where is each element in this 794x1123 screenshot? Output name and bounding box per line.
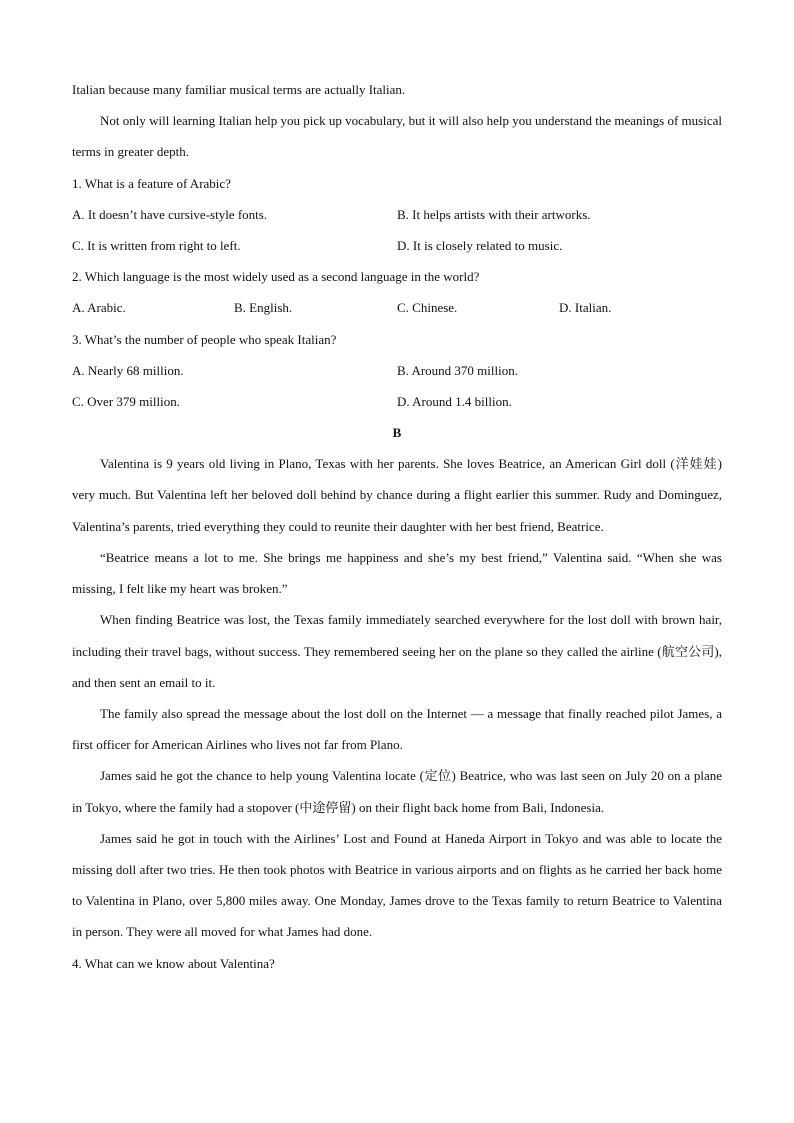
passage-paragraph: Valentina is 9 years old living in Plano, Texas with her parents. She loves Beatrice, an American Girl doll (洋娃娃) very much. But Valentina left her beloved doll behind by chance during a flight earlier this summer. Rudy and Dominguez, Valentina’s parents, tried everything they could to reunite their daughter with her best friend, Beatrice. xyxy=(72,456,722,534)
question-4-stem: 4. What can we know about Valentina? xyxy=(72,955,275,971)
option-b: B. English. xyxy=(234,300,293,316)
document-page xyxy=(72,74,722,979)
question-3 xyxy=(72,324,722,418)
passage-paragraph: James said he got the chance to help young Valentina locate (定位) Beatrice, who was last seen on July 20 on a plane in Tokyo, where the family had a stopover (中途停留) on their flight back home from Bali, Indonesia. xyxy=(72,768,722,815)
option-d: D. It is closely related to music. xyxy=(397,237,563,253)
options-row xyxy=(72,386,722,417)
option-b: B. Around 370 million. xyxy=(397,362,518,378)
options-row xyxy=(72,230,722,261)
options-row xyxy=(72,355,722,386)
section-b-title: B xyxy=(392,425,402,441)
options-row xyxy=(72,199,722,230)
passage-paragraph: James said he got in touch with the Airlines’ Lost and Found at Haneda Airport in Tokyo and was able to locate the missing doll after two tries. He then took photos with Beatrice in various airports and on flights as he carried her back home to Valentina in Plano, over 5,800 miles away. One Monday, James drove to the Texas family to return Beatrice to Valentina in person. They were all moved for what James had done. xyxy=(72,830,722,940)
option-d: D. Around 1.4 billion. xyxy=(397,393,512,409)
question-stem: 3. What’s the number of people who speak Italian? xyxy=(72,331,337,347)
passage-paragraph: “Beatrice means a lot to me. She brings me happiness and she’s my best friend,” Valentina said. “When she was missing, I felt like my heart was broken.” xyxy=(72,549,722,597)
option-c: C. Over 379 million. xyxy=(72,393,180,409)
option-a: A. Arabic. xyxy=(72,300,126,316)
options-row xyxy=(72,292,722,323)
option-a: A. Nearly 68 million. xyxy=(72,362,184,378)
option-a: A. It doesn’t have cursive-style fonts. xyxy=(72,206,268,222)
option-b: B. It helps artists with their artworks. xyxy=(397,206,591,222)
passage-paragraph: The family also spread the message about the lost doll on the Internet — a message that finally reached pilot James, a first officer for American Airlines who lives not far from Plano. xyxy=(72,705,722,753)
intro-continued-line: Italian because many familiar musical terms are actually Italian. xyxy=(72,82,406,97)
option-c: C. It is written from right to left. xyxy=(72,237,241,253)
option-c: C. Chinese. xyxy=(397,300,458,316)
question-1 xyxy=(72,168,722,262)
intro-paragraph: Not only will learning Italian help you pick up vocabulary, but it will also help you understand the meanings of musical terms in greater depth. xyxy=(72,113,722,160)
passage-paragraph: When finding Beatrice was lost, the Texas family immediately searched everywhere for the lost doll with brown hair, including their travel bags, without success. They remembered seeing her on the plane so they called the airline (航空公司), and then sent an email to it. xyxy=(72,612,722,690)
question-2 xyxy=(72,261,722,323)
option-d: D. Italian. xyxy=(559,300,612,316)
question-stem: 2. Which language is the most widely used as a second language in the world? xyxy=(72,269,480,285)
question-stem: 1. What is a feature of Arabic? xyxy=(72,175,231,191)
